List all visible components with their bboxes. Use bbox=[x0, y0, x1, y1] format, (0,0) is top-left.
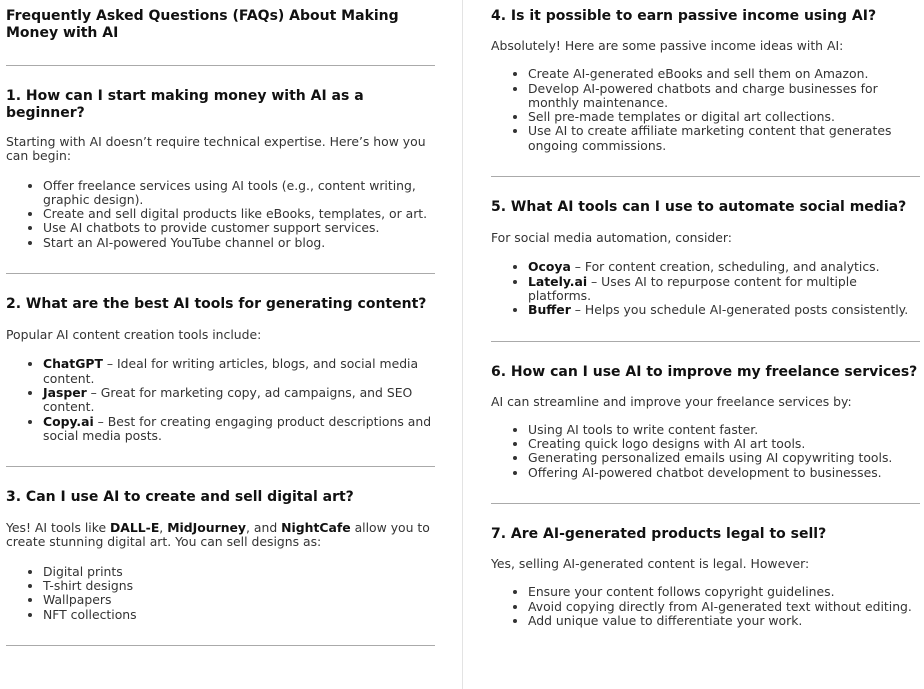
tool-description: – Best for creating engaging product descriptions and social media posts. bbox=[43, 413, 432, 443]
faq-6-intro: AI can streamline and improve your freelance services by: bbox=[491, 393, 852, 409]
faq-7-heading: 7. Are AI-generated products legal to sell? bbox=[491, 526, 827, 543]
tool-name: Jasper bbox=[43, 384, 87, 400]
faq-2-heading: 2. What are the best AI tools for generating content? bbox=[6, 296, 427, 313]
tool-name: Lately.ai bbox=[528, 273, 588, 289]
list-item bbox=[43, 386, 435, 415]
faq-2 bbox=[6, 296, 435, 443]
page-title: Frequently Asked Questions (FAQs) About Making Money with AI bbox=[6, 8, 399, 41]
faq-6-heading: 6. How can I use AI to improve my freelance services? bbox=[491, 363, 918, 380]
section-divider bbox=[6, 645, 435, 646]
list-item bbox=[528, 260, 920, 274]
list-item: • Create and sell digital products like eBooks, templates, or art. bbox=[43, 207, 435, 221]
tool-description: – Uses AI to repurpose content for multiple platforms. bbox=[528, 273, 857, 303]
faq-2-intro: Popular AI content creation tools include: bbox=[6, 327, 262, 343]
faq-6-list bbox=[491, 423, 920, 480]
faq-3-heading: 3. Can I use AI to create and sell digital art? bbox=[6, 489, 354, 506]
list-item bbox=[528, 303, 920, 317]
intro-text: allow you to create stunning digital art. You can sell designs as: bbox=[6, 520, 430, 550]
faq-4-heading: 4. Is it possible to earn passive income using AI? bbox=[491, 8, 877, 24]
faq-4-intro: Absolutely! Here are some passive income ideas with AI: bbox=[491, 38, 844, 53]
faq-1-heading: 1. How can I start making money with AI as a beginner? bbox=[6, 88, 364, 121]
list-item: • NFT collections bbox=[43, 608, 435, 622]
column-divider bbox=[462, 0, 463, 689]
tool-name: NightCafe bbox=[281, 520, 351, 536]
tool-name: DALL-E bbox=[110, 520, 160, 536]
faq-4-list bbox=[491, 67, 920, 153]
list-item: • Offer freelance services using AI tools (e.g., content writing, graphic design). bbox=[43, 179, 435, 208]
faq-5-list bbox=[491, 260, 920, 317]
faq-1 bbox=[6, 88, 435, 250]
list-item: • Creating quick logo designs with AI art tools. bbox=[528, 437, 920, 451]
faq-1-intro: Starting with AI doesn’t require technical expertise. Here’s how you can begin: bbox=[6, 134, 426, 164]
list-item: • Add unique value to differentiate your work. bbox=[528, 614, 920, 628]
tool-name: Ocoya bbox=[528, 259, 571, 275]
section-divider bbox=[6, 466, 435, 467]
faq-3-list bbox=[6, 565, 435, 622]
intro-text: , and bbox=[246, 520, 282, 536]
section-divider bbox=[491, 341, 920, 342]
list-item bbox=[43, 415, 435, 444]
list-item: • Avoid copying directly from AI-generated text without editing. bbox=[528, 600, 920, 614]
tool-description: – Ideal for writing articles, blogs, and social media content. bbox=[43, 356, 419, 386]
list-item: • T-shirt designs bbox=[43, 579, 435, 593]
faq-3-intro bbox=[6, 521, 435, 550]
list-item: • Create AI-generated eBooks and sell them on Amazon. bbox=[528, 67, 920, 81]
tool-description: – Helps you schedule AI-generated posts consistently. bbox=[570, 302, 909, 318]
faq-5-intro: For social media automation, consider: bbox=[491, 230, 732, 246]
section-divider bbox=[491, 176, 920, 177]
tool-name: MidJourney bbox=[167, 520, 246, 536]
list-item: • Digital prints bbox=[43, 565, 435, 579]
faq-7-intro: Yes, selling AI-generated content is legal. However: bbox=[491, 556, 810, 572]
faq-7-list bbox=[491, 585, 920, 628]
faq-6 bbox=[491, 364, 920, 480]
faq-7 bbox=[491, 526, 920, 628]
list-item: • Wallpapers bbox=[43, 593, 435, 607]
tool-description: – For content creation, scheduling, and analytics. bbox=[570, 259, 880, 275]
right-column bbox=[491, 0, 920, 628]
list-item: • Sell pre-made templates or digital art collections. bbox=[528, 110, 920, 124]
faq-3 bbox=[6, 489, 435, 622]
intro-text: Yes! AI tools like bbox=[6, 520, 111, 536]
list-item: • Develop AI-powered chatbots and charge businesses for monthly maintenance. bbox=[528, 82, 920, 111]
section-divider bbox=[6, 65, 435, 66]
faq-4 bbox=[491, 8, 920, 153]
list-item bbox=[43, 357, 435, 386]
intro-text: , bbox=[159, 520, 168, 536]
list-item: • Generating personalized emails using AI copywriting tools. bbox=[528, 451, 920, 465]
list-item: • Using AI tools to write content faster. bbox=[528, 423, 920, 437]
section-divider bbox=[6, 273, 435, 274]
tool-name: Buffer bbox=[528, 302, 571, 318]
list-item: • Use AI to create affiliate marketing content that generates ongoing commissions. bbox=[528, 124, 920, 153]
list-item: • Ensure your content follows copyright guidelines. bbox=[528, 585, 920, 599]
list-item: • Offering AI-powered chatbot development to businesses. bbox=[528, 466, 920, 480]
list-item bbox=[528, 275, 920, 304]
faq-5 bbox=[491, 199, 920, 317]
tool-name: ChatGPT bbox=[43, 356, 103, 372]
list-item: • Use AI chatbots to provide customer support services. bbox=[43, 221, 435, 235]
left-column bbox=[6, 0, 435, 646]
faq-1-list bbox=[6, 179, 435, 250]
list-item: • Start an AI-powered YouTube channel or blog. bbox=[43, 236, 435, 250]
section-divider bbox=[491, 503, 920, 504]
tool-description: – Great for marketing copy, ad campaigns, and SEO content. bbox=[43, 384, 413, 415]
faq-5-heading: 5. What AI tools can I use to automate social media? bbox=[491, 199, 907, 216]
tool-name: Copy.ai bbox=[43, 413, 94, 429]
faq-2-list bbox=[6, 357, 435, 443]
